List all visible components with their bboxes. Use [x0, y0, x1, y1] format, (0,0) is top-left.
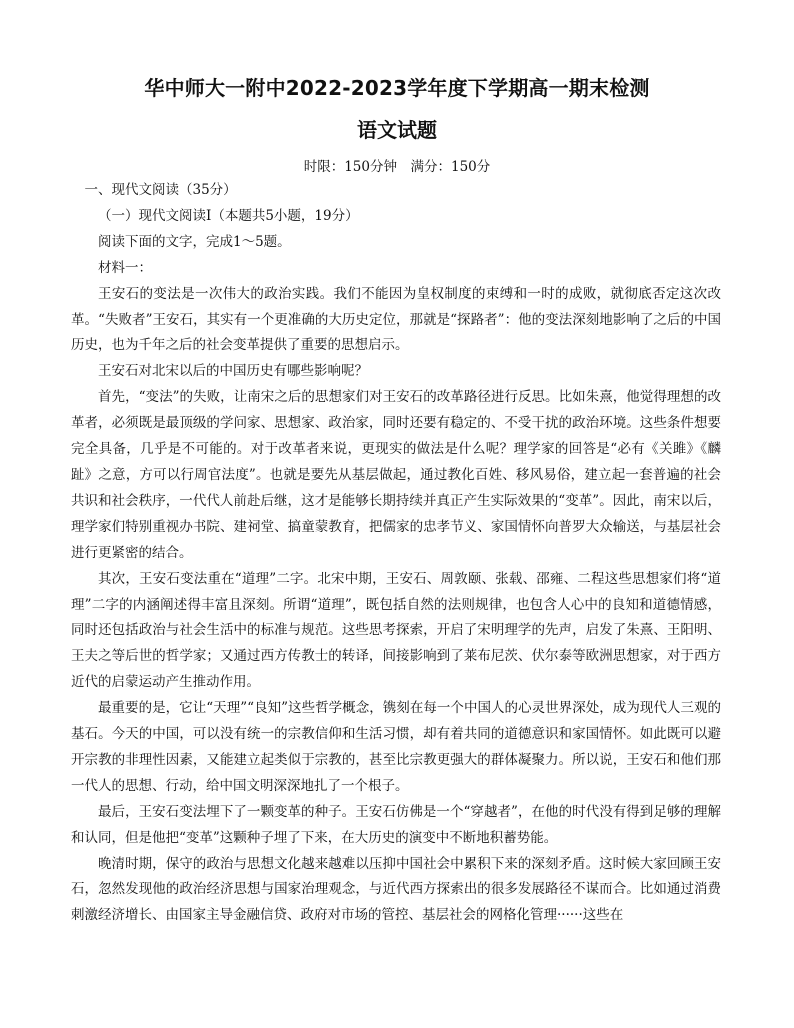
section-heading: 一、现代文阅读（35分）: [84, 182, 237, 198]
paragraph-3: 首先，“变法”的失败，让南宋之后的思想家们对王安石的改革路径进行反思。比如朱熹，他觉得理想的改革者，必须既是最顶级的学问家、思想家、政治家，同时还要有稳定的、不受干扰的政治环境。这些条件想要完全具备，几乎是不可能的。对于改革者来说，更现实的做法是什么呢？理学家的回答是“必有《关雎》《麟趾》之意，方可以行周官法度”。也就是要先从基层做起，通过教化百姓、移风易俗，建立起一套普遍的社会共识和社会秩序，一代代人前赴后继，这才是能够长期持续并真正产生实际效果的“变革”。因此，南宋以后，理学家们特别重视办书院、建祠堂、搞童蒙教育，把儒家的忠孝节义、家国情怀向普罗大众输送，与基层社会进行更紧密的结合。: [71, 389, 721, 561]
reading-instruction: 阅读下面的文字，完成1～5题。: [98, 233, 291, 250]
material-label: 材料一：: [98, 259, 152, 276]
section-subheading: （一）现代文阅读I（本题共5小题，19分）: [98, 207, 359, 224]
paragraph-4: 其次，王安石变法重在“道理”二字。北宋中期，王安石、周敦颐、张载、邵雍、二程这些思想家们将“道理”二字的内涵阐述得丰富且深刻。所谓“道理”，既包括自然的法则规律，也包含人心中的良知和道德情感，同时还包括政治与社会生活中的标准与规范。这些思考探索，开启了宋明理学的先声，启发了朱熹、王阳明、王夫之等后世的哲学家；又通过西方传教士的转译，间接影响到了莱布尼茨、伏尔泰等欧洲思想家，对于西方近代的启蒙运动产生推动作用。: [71, 570, 721, 691]
exam-title: 华中师大一附中2022-2023学年度下学期高一期末检测: [144, 76, 650, 100]
exam-time-and-score: 时限：150分钟 满分：150分: [303, 159, 491, 175]
exam-body: [71, 178, 721, 929]
paragraph-1: 王安石的变法是一次伟大的政治实践。我们不能因为皇权制度的束缚和一时的成败，就彻底否定这次改革。“失败者”王安石，其实有一个更准确的大历史定位，那就是“探路者”：他的变法深刻地影响了之后的中国历史，也为千年之后的社会变革提供了重要的思想启示。: [71, 285, 721, 354]
paragraph-5: 最重要的是，它让“天理”“良知”这些哲学概念，镌刻在每一个中国人的心灵世界深处，成为现代人三观的基石。今天的中国，可以没有统一的宗教信仰和生活习惯，却有着共同的道德意识和家国情怀。如此既可以避开宗教的非理性因素，又能建立起类似于宗教的，甚至比宗教更强大的群体凝聚力。所以说，王安石和他们那一代人的思想、行动，给中国文明深深地扎了一个根子。: [71, 700, 721, 794]
paragraph-6: 最后，王安石变法埋下了一颗变革的种子。王安石仿佛是一个“穿越者”，在他的时代没有得到足够的理解和认同，但是他把“变革”这颗种子埋了下来，在大历史的演变中不断地积蓄势能。: [71, 803, 721, 846]
exam-subtitle: 语文试题: [357, 118, 437, 142]
paragraph-7: 晚清时期，保守的政治与思想文化越来越难以压抑中国社会中累积下来的深刻矛盾。这时候大家回顾王安石，忽然发现他的政治经济思想与国家治理观念，与近代西方探索出的很多发展路径不谋而合。比如通过消费刺激经济增长、由国家主导金融信贷、政府对市场的管控、基层社会的网格化管理······这些在: [71, 855, 721, 924]
paragraph-2: 王安石对北宋以后的中国历史有哪些影响呢？: [98, 363, 368, 380]
